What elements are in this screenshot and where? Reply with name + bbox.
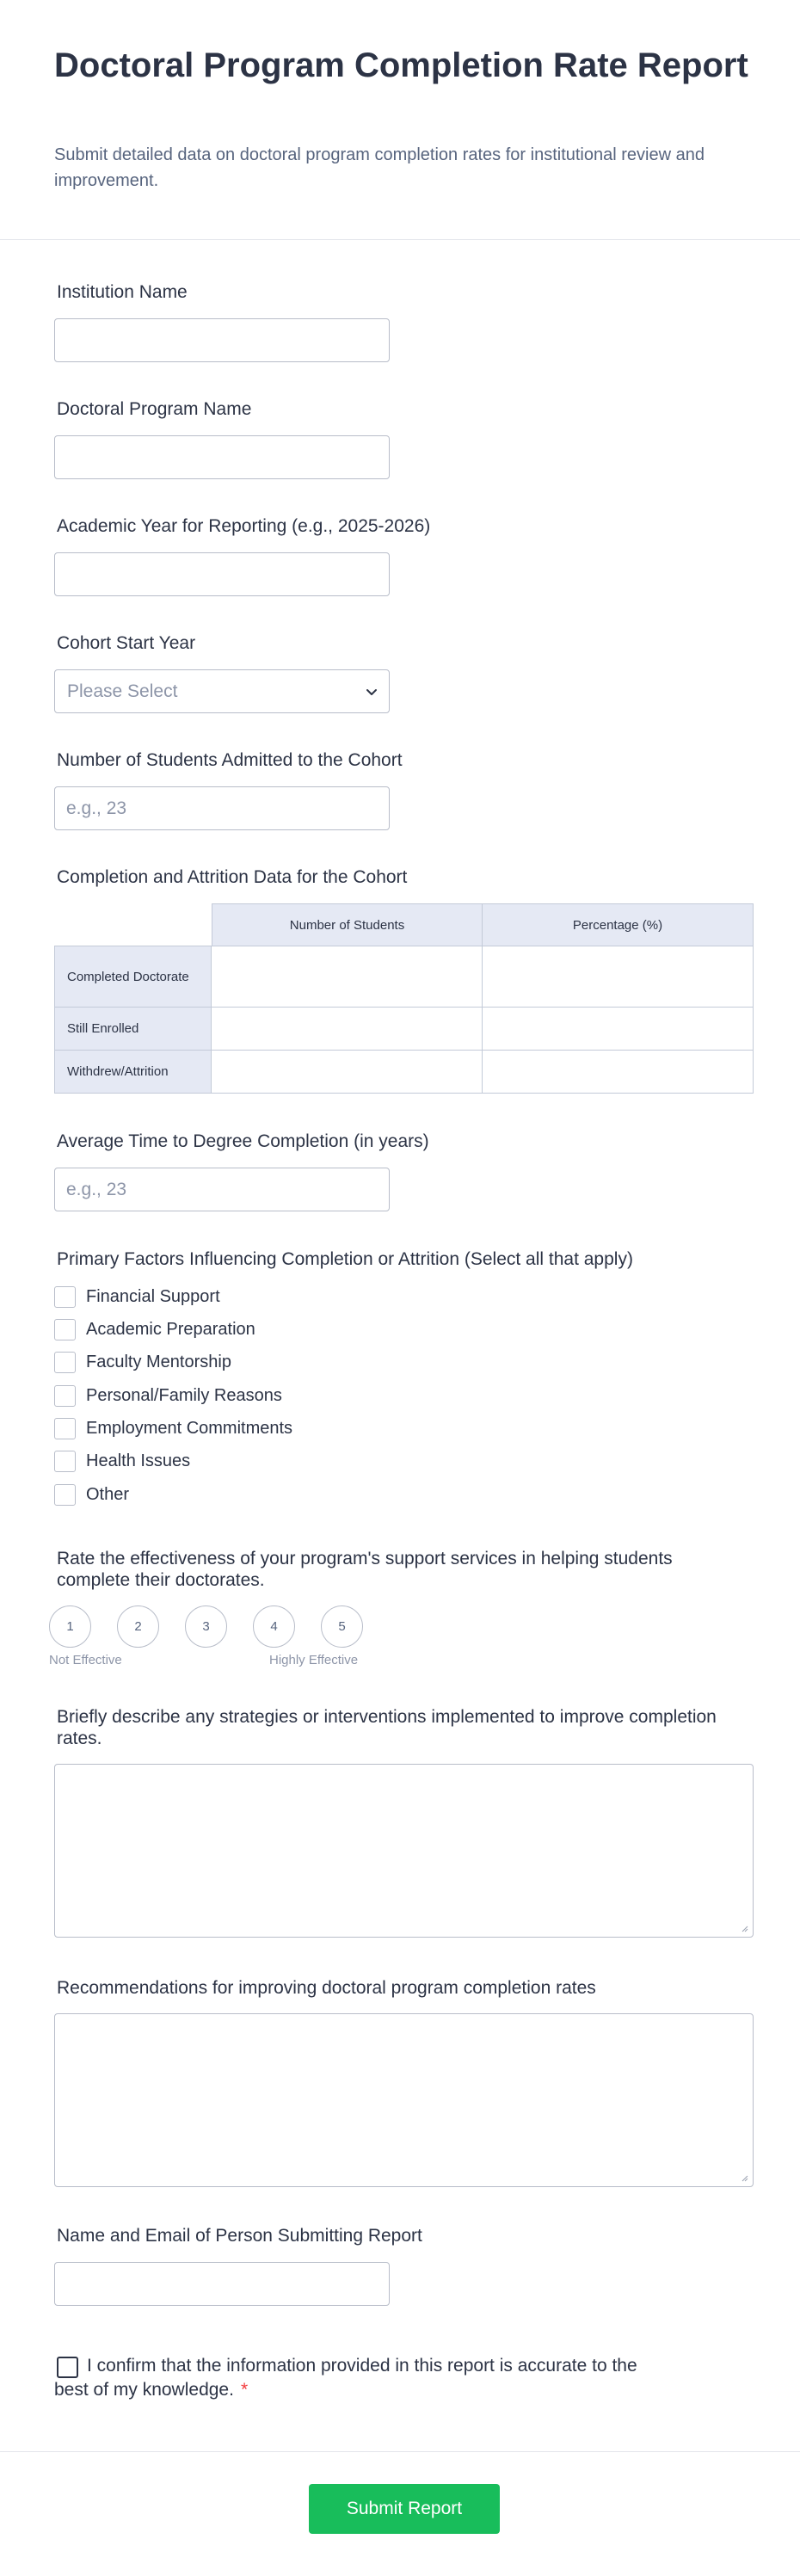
rating-option[interactable]: 1: [49, 1605, 91, 1648]
checkbox[interactable]: [54, 1385, 76, 1407]
factor-option-label: Health Issues: [86, 1451, 191, 1470]
cohort-start-year-value: Please Select: [67, 681, 178, 701]
matrix-cell-withdrew-percentage[interactable]: [482, 1050, 754, 1094]
students-admitted-label: Number of Students Admitted to the Cohort: [57, 750, 403, 770]
factor-option-label: Personal/Family Reasons: [86, 1386, 282, 1405]
recommendations-textarea[interactable]: [54, 2013, 754, 2187]
chevron-down-icon: [365, 685, 378, 699]
students-admitted-input[interactable]: [54, 786, 390, 830]
factors-label: Primary Factors Influencing Completion or Attrition (Select all that apply): [57, 1249, 633, 1269]
rating-option[interactable]: 3: [185, 1605, 227, 1648]
matrix-col-header: Percentage (%): [482, 903, 754, 946]
submitter-input[interactable]: [54, 2262, 390, 2306]
factor-option[interactable]: [54, 1285, 220, 1308]
factor-option-label: Financial Support: [86, 1287, 220, 1306]
matrix-cell-completed-percentage[interactable]: [482, 946, 754, 1008]
factor-option[interactable]: [54, 1351, 231, 1373]
checkbox[interactable]: [54, 1484, 76, 1506]
strategies-label: Briefly describe any strategies or interventions implemented to improve completion rates.: [57, 1707, 717, 1748]
institution-name-input[interactable]: [54, 318, 390, 362]
submit-button[interactable]: Submit Report: [309, 2484, 500, 2534]
confirm-statement: [54, 2354, 674, 2402]
factor-option[interactable]: [54, 1318, 255, 1340]
factor-option-label: Other: [86, 1485, 130, 1504]
resize-grip-icon[interactable]: [740, 2173, 748, 2182]
recommendations-label: Recommendations for improving doctoral program completion rates: [57, 1978, 596, 1998]
checkbox[interactable]: [54, 1451, 76, 1472]
rating-option[interactable]: 2: [117, 1605, 159, 1648]
factor-option[interactable]: [54, 1450, 190, 1472]
matrix-col-header: Number of Students: [212, 903, 483, 946]
factor-option[interactable]: [54, 1384, 282, 1407]
matrix-cell-completed-number[interactable]: [211, 946, 483, 1008]
rating-high-label: Highly Effective: [269, 1653, 359, 1667]
footer-divider: [0, 2451, 800, 2452]
completion-matrix-label: Completion and Attrition Data for the Cohort: [57, 867, 408, 887]
cohort-start-year-select[interactable]: [54, 669, 390, 713]
factor-option-label: Faculty Mentorship: [86, 1353, 231, 1371]
matrix-cell-enrolled-number[interactable]: [211, 1007, 483, 1051]
program-name-label: Doctoral Program Name: [57, 399, 252, 419]
checkbox[interactable]: [54, 1319, 76, 1340]
page-title: Doctoral Program Completion Rate Report: [54, 46, 748, 84]
rating-low-label: Not Effective: [49, 1653, 122, 1667]
completion-matrix: [54, 903, 754, 1094]
page-subtitle: Submit detailed data on doctoral program completion rates for institutional review and improvement.: [54, 145, 705, 190]
average-time-input[interactable]: [54, 1168, 390, 1211]
cohort-start-year-label: Cohort Start Year: [57, 633, 196, 653]
checkbox[interactable]: [54, 1418, 76, 1439]
matrix-cell-enrolled-percentage[interactable]: [482, 1007, 754, 1051]
matrix-row-header: Still Enrolled: [54, 1007, 212, 1051]
factor-option-label: Employment Commitments: [86, 1419, 293, 1438]
program-name-input[interactable]: [54, 435, 390, 479]
factor-option-label: Academic Preparation: [86, 1320, 255, 1339]
rating-option[interactable]: 5: [321, 1605, 363, 1648]
required-asterisk: *: [240, 2380, 249, 2400]
factor-option[interactable]: [54, 1417, 292, 1439]
rating-option[interactable]: 4: [253, 1605, 295, 1648]
matrix-cell-withdrew-number[interactable]: [211, 1050, 483, 1094]
rating-label: Rate the effectiveness of your program's support services in helping students complete their doctorates.: [57, 1549, 673, 1590]
form-header: [0, 0, 800, 240]
strategies-textarea[interactable]: [54, 1764, 754, 1938]
confirm-text: I confirm that the information provided in this report is accurate to the best of my knowledge.: [54, 2356, 637, 2400]
average-time-label: Average Time to Degree Completion (in years): [57, 1131, 429, 1151]
academic-year-input[interactable]: [54, 552, 390, 596]
factor-option[interactable]: [54, 1483, 129, 1506]
academic-year-label: Academic Year for Reporting (e.g., 2025-2026): [57, 516, 431, 536]
matrix-row-header: Withdrew/Attrition: [54, 1050, 212, 1094]
institution-name-label: Institution Name: [57, 282, 188, 302]
matrix-row-header: Completed Doctorate: [54, 946, 212, 1008]
checkbox[interactable]: [54, 1352, 76, 1373]
checkbox[interactable]: [54, 1286, 76, 1308]
submitter-label: Name and Email of Person Submitting Report: [57, 2226, 422, 2246]
resize-grip-icon[interactable]: [740, 1924, 748, 1932]
